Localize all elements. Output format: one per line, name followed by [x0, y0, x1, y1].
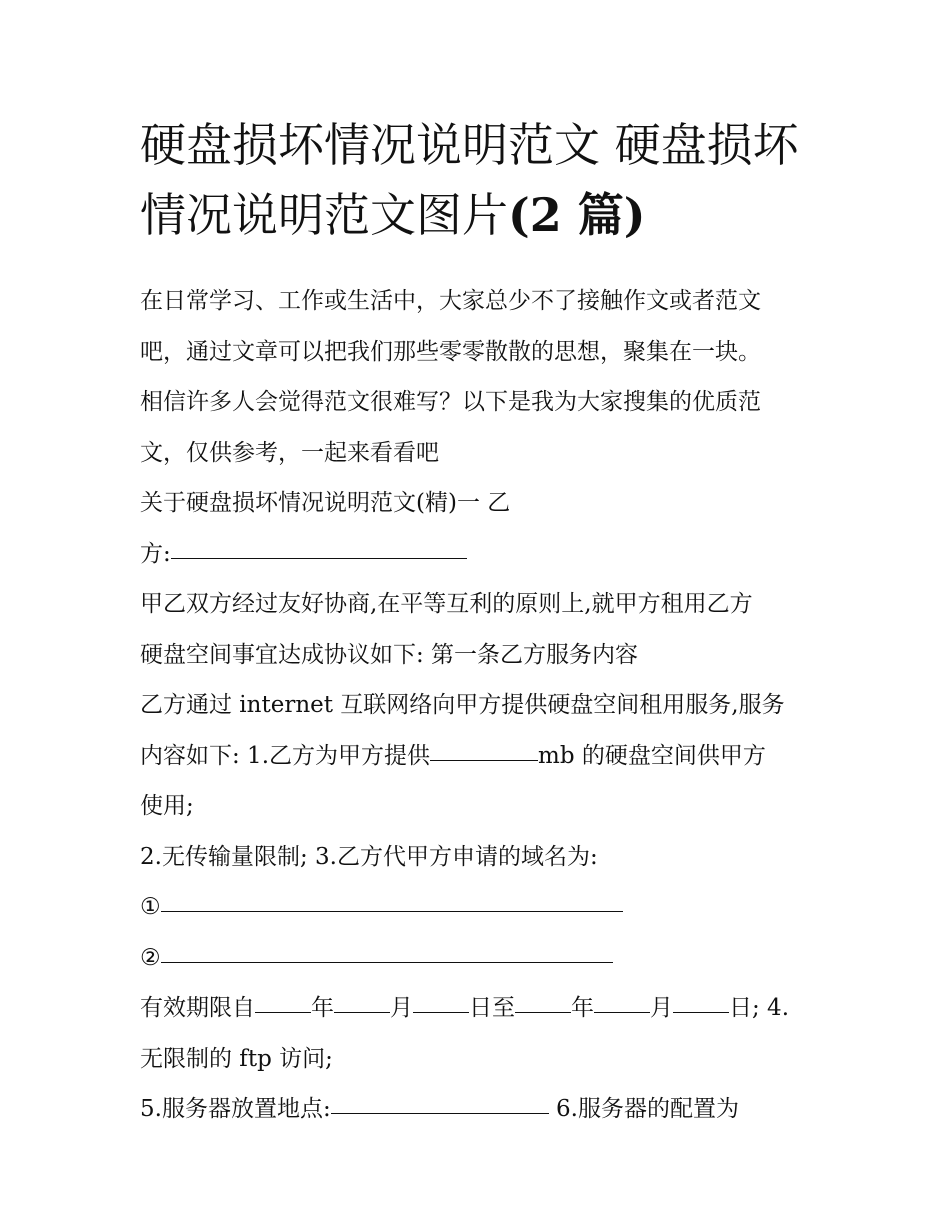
- party-b-label: 方:: [140, 540, 171, 567]
- content-suffix: mb 的硬盘空间供甲方: [538, 742, 766, 769]
- domain-2-line: [140, 933, 820, 984]
- day-blank: [413, 1012, 469, 1013]
- ftp-line: 无限制的 ftp 访问;: [140, 1045, 333, 1072]
- validity-prefix: 有效期限自: [140, 995, 255, 1021]
- year-label: 年: [571, 995, 594, 1021]
- section-heading: 关于硬盘损坏情况说明范文(精)一 乙: [140, 490, 511, 516]
- year-label: 年: [311, 995, 334, 1021]
- title-tail: (2 篇): [508, 188, 646, 242]
- agreement-line: 硬盘空间事宜达成协议如下: 第一条乙方服务内容: [140, 641, 639, 668]
- content-prefix: 内容如下: 1.乙方为甲方提供: [140, 742, 431, 769]
- item-2-line: 2.无传输量限制; 3.乙方代甲方申请的域名为:: [140, 843, 598, 870]
- title-main: 硬盘损坏情况说明范文 硬盘损坏情况说明范文图片: [140, 118, 799, 242]
- domain-2-blank: [161, 962, 613, 963]
- server-config-label: 6.服务器的配置为: [556, 1096, 739, 1122]
- intro-line: 在日常学习、工作或生活中，大家总少不了接触作文或者范文: [140, 288, 761, 314]
- party-b-blank: [171, 558, 467, 559]
- intro-line: 文，仅供参考，一起来看看吧: [140, 439, 439, 466]
- day-blank: [673, 1012, 729, 1013]
- day-end-label: 日; 4.: [729, 995, 790, 1021]
- year-blank: [515, 1012, 571, 1013]
- server-location-blank: [331, 1113, 549, 1114]
- month-blank: [334, 1012, 390, 1013]
- server-location-label: 5.服务器放置地点:: [140, 1096, 331, 1122]
- validity-line: [140, 983, 820, 1034]
- domain-1-line: [140, 882, 820, 933]
- intro-line: 相信许多人会觉得范文很难写？以下是我为大家搜集的优质范: [140, 389, 761, 415]
- intro-line: 吧，通过文章可以把我们那些零零散散的思想，聚集在一块。: [140, 338, 761, 365]
- month-label: 月: [390, 995, 413, 1021]
- domain-2-marker: ②: [140, 944, 161, 971]
- space-blank: [430, 760, 538, 761]
- document-body: [140, 276, 820, 1135]
- month-blank: [594, 1012, 650, 1013]
- content-line-end: 使用;: [140, 793, 194, 819]
- document-title: [140, 110, 820, 250]
- year-blank: [255, 1012, 311, 1013]
- domain-1-blank: [161, 911, 623, 912]
- agreement-line: 甲乙双方经过友好协商,在平等互利的原则上,就甲方租用乙方: [140, 591, 753, 617]
- content-line: [140, 731, 820, 782]
- day-to-label: 日至: [469, 995, 515, 1021]
- month-label: 月: [650, 995, 673, 1021]
- party-b-line: [140, 529, 820, 580]
- server-line: [140, 1084, 820, 1135]
- agreement-line: 乙方通过 internet 互联网络向甲方提供硬盘空间租用服务,服务: [140, 692, 785, 718]
- domain-1-marker: ①: [140, 894, 161, 920]
